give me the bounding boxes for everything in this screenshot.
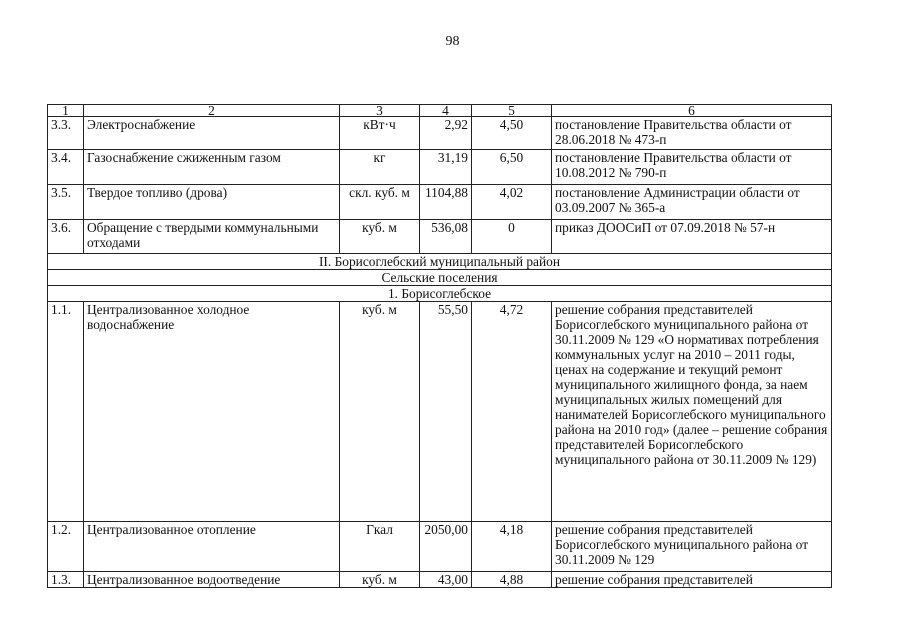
header-cell: 4 <box>420 105 472 117</box>
service-name: Централизованное холодное водоснабжение <box>84 302 340 522</box>
section-settlement: 1. Борисоглебское <box>48 286 832 302</box>
value-col5: 4,72 <box>472 302 552 522</box>
norms-table <box>47 104 832 588</box>
norm-value: 31,19 <box>420 150 472 185</box>
norm-value: 536,08 <box>420 220 472 254</box>
legal-basis: постановление Правительства области от 10.08.2012 № 790-п <box>552 150 832 185</box>
norm-value: 43,00 <box>420 572 472 588</box>
value-col5: 4,02 <box>472 185 552 220</box>
legal-basis: решение собрания представителей Борисоглебского муниципального района от 30.11.2009 № 129 <box>552 522 832 572</box>
section-row <box>48 286 832 302</box>
table-row <box>48 185 832 220</box>
value-col5: 4,18 <box>472 522 552 572</box>
unit: кВт·ч <box>340 117 420 150</box>
header-row <box>48 105 832 117</box>
row-number: 1.3. <box>48 572 84 588</box>
unit: кг <box>340 150 420 185</box>
page-number: 98 <box>445 34 460 49</box>
row-number: 3.4. <box>48 150 84 185</box>
unit: куб. м <box>340 220 420 254</box>
service-name: Электроснабжение <box>84 117 340 150</box>
norm-value: 2050,00 <box>420 522 472 572</box>
row-number: 3.5. <box>48 185 84 220</box>
service-name: Твердое топливо (дрова) <box>84 185 340 220</box>
row-number: 3.6. <box>48 220 84 254</box>
header-cell: 5 <box>472 105 552 117</box>
section-district: II. Борисоглебский муниципальный район <box>48 254 832 270</box>
value-col5: 6,50 <box>472 150 552 185</box>
table-row <box>48 522 832 572</box>
header-cell: 2 <box>84 105 340 117</box>
legal-basis: постановление Администрации области от 03.09.2007 № 365-а <box>552 185 832 220</box>
row-number: 1.2. <box>48 522 84 572</box>
table-row <box>48 150 832 185</box>
value-col5: 4,88 <box>472 572 552 588</box>
service-name: Обращение с твердыми коммунальными отходами <box>84 220 340 254</box>
unit: куб. м <box>340 302 420 522</box>
service-name: Централизованное отопление <box>84 522 340 572</box>
section-rural: Сельские поселения <box>48 270 832 286</box>
norm-value: 55,50 <box>420 302 472 522</box>
legal-basis: постановление Правительства области от 28.06.2018 № 473-п <box>552 117 832 150</box>
value-col5: 0 <box>472 220 552 254</box>
header-cell: 6 <box>552 105 832 117</box>
header-cell: 3 <box>340 105 420 117</box>
value-col5: 4,50 <box>472 117 552 150</box>
legal-basis: приказ ДООСиП от 07.09.2018 № 57-н <box>552 220 832 254</box>
table-row <box>48 302 832 522</box>
header-cell: 1 <box>48 105 84 117</box>
unit: скл. куб. м <box>340 185 420 220</box>
row-number: 1.1. <box>48 302 84 522</box>
legal-basis: решение собрания представителей <box>552 572 832 588</box>
service-name: Централизованное водоотведение <box>84 572 340 588</box>
table-row <box>48 572 832 588</box>
row-number: 3.3. <box>48 117 84 150</box>
norm-value: 1104,88 <box>420 185 472 220</box>
section-row <box>48 254 832 270</box>
norm-value: 2,92 <box>420 117 472 150</box>
service-name: Газоснабжение сжиженным газом <box>84 150 340 185</box>
unit: куб. м <box>340 572 420 588</box>
legal-basis: решение собрания представителей Борисоглебского муниципального района от 30.11.2009 № 129 «О нормативах потребления коммунальных услуг на 2010 – 2011 годы, ценах на содержание и текущий ремонт муниципального жилищного фонда, за наем муниципальных жилых помещений для нанимателей Борисоглебского муниципального района на 2010 год» (далее – решение собрания представителей Борисоглебского муниципального района от 30.11.2009 № 129) <box>552 302 832 522</box>
table-row <box>48 220 832 254</box>
unit: Гкал <box>340 522 420 572</box>
section-row <box>48 270 832 286</box>
table-row <box>48 117 832 150</box>
